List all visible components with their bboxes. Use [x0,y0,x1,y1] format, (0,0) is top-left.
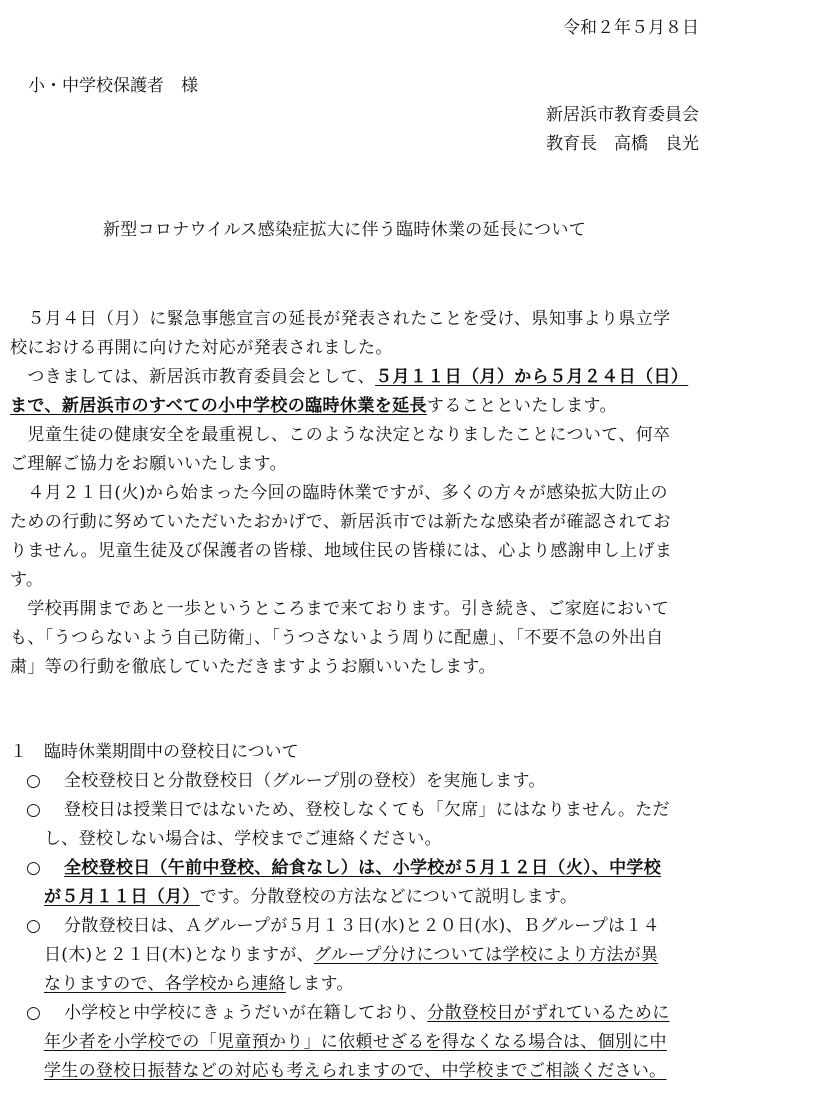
grouping-note-cont: なりますので、各学校から連絡 [44,974,286,994]
extension-statement: まで、新居浜市のすべての小中学校の臨時休業を延長 [10,396,427,416]
item-2-line-2: し、登校しない場合は、学校までご連絡ください。 [44,829,442,849]
section-1-heading: １ 臨時休業期間中の登校日について [10,742,299,762]
paragraph-4-line-2: ための行動に努めていただいたおかげで、新居浜市では新たな感染者が確認されてお [10,512,671,532]
bullet-icon: ○ [26,916,42,936]
paragraph-4-line-3: りません。児童生徒及び保護者の皆様、地域住民の皆様には、心より感謝申し上げま [10,541,673,561]
sibling-note: 分散登校日がずれているために [427,1003,670,1023]
extension-period: ５月１１日（月）から５月２４日（日） [375,367,689,387]
bullet-icon: ○ [26,1003,42,1023]
paragraph-1-line-2: 校における再開に向けた対応が発表されました。 [10,338,393,358]
item-3-line-1: 全校登校日（午前中登校、給食なし）は、小学校が５月１２日（火）、中学校 [64,858,661,878]
item-4-line-1: 分散登校日は、Ａグループが５月１３日(水)と２０日(水)、Ｂグループは１４ [64,916,660,936]
document-title: 新型コロナウイルス感染症拡大に伴う臨時休業の延長について [103,220,587,240]
item-5-line-3: 学生の登校日振替などの対応も考えられますので、中学校までご相談ください。 [44,1061,667,1081]
bullet-icon: ○ [26,800,42,820]
paragraph-5-line-3: 粛」等の行動を徹底していただきますようお願いいたします。 [10,657,496,677]
paragraph-4-line-4: す。 [10,570,44,590]
paragraph-4-line-1: ４月２１日(火)から始まった今回の臨時休業ですが、多くの方々が感染拡大防止の [27,483,668,503]
sender-name: 教育長 高橋 良光 [546,134,699,154]
document-date: 令和２年５月８日 [563,18,699,38]
school-wide-date: が５月１１日（月） [44,887,200,907]
paragraph-1-line-1: ５月４日（月）に緊急事態宣言の延長が発表されたことを受け、県知事より県立学 [27,309,671,329]
paragraph-3-line-2: ご理解ご協力をお願いいたします。 [10,454,288,474]
paragraph-5-line-1: 学校再開まであと一歩というところまで来ております。引き続き、ご家庭において [27,599,670,619]
item-4-line-2: 日(木)と２１日(木)となりますが、グループ分けについては学校により方法が異 [44,945,659,965]
sender-organization: 新居浜市教育委員会 [546,105,699,125]
item-1-line-1: 全校登校日と分散登校日（グループ別の登校）を実施します。 [64,771,546,791]
item-4-line-3: なりますので、各学校から連絡します。 [44,974,354,994]
bullet-icon: ○ [26,858,42,878]
addressee: 小・中学校保護者 様 [28,76,198,96]
item-5-line-2: 年少者を小学校での「児童預かり」に依頼せざるを得なくなる場合は、個別に中 [44,1032,667,1052]
bullet-icon: ○ [26,771,42,791]
item-3-line-2: が５月１１日（月）です。分散登校の方法などについて説明します。 [44,887,578,907]
paragraph-5-line-2: も、「うつらないよう自己防衛」、「うつさないよう周りに配慮」、「不要不急の外出自 [10,628,664,648]
paragraph-2-line-1: つきましては、新居浜市教育委員会として、５月１１日（月）から５月２４日（日） [27,367,689,387]
paragraph-2-line-2: まで、新居浜市のすべての小中学校の臨時休業を延長することといたします。 [10,396,617,416]
grouping-note: グループ分けについては学校により方法が異 [313,945,659,965]
paragraph-3-line-1: 児童生徒の健康安全を最重視し、このような決定となりましたことについて、何卒 [27,425,671,445]
item-5-line-1: 小学校と中学校にきょうだいが在籍しており、分散登校日がずれているために [64,1003,670,1023]
item-2-line-1: 登校日は授業日ではないため、登校しなくても「欠席」にはなりません。ただ [64,800,670,820]
